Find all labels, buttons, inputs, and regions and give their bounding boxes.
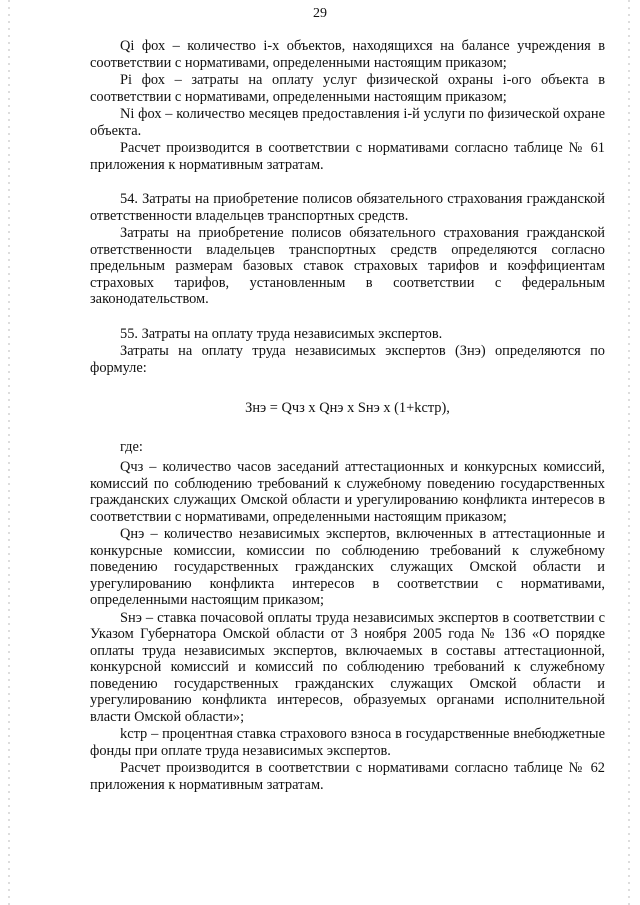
section-55-heading: 55. Затраты на оплату труда независимых экспертов. <box>120 325 443 342</box>
paragraph-calc-61: Расчет производится в соответствии с нормативами согласно таблице № 61 приложения к нормативным затратам. <box>90 140 605 173</box>
paragraph-s-ne: Sнэ – ставка почасовой оплаты труда независимых экспертов в соответствии с Указом Губернатора Омской области от 3 ноября 2005 года № 136 «О порядке оплаты труда независимых экспертов, включаемых в составы аттестационной, конкурсной комиссий и комиссий по соблюдению требований к служебному поведению государственных гражданских служащих Омской области и урегулированию конфликта интересов, образуемых органами исполнительной власти Омской области»; <box>90 609 605 725</box>
paragraph-n-fox: Ni фох – количество месяцев предоставления i-й услуги по физической охране объекта. <box>90 106 605 139</box>
paragraph-q-chz: Qчз – количество часов заседаний аттестационных и конкурсных комиссий, комиссий по соблюдению требований к служебному поведению государственных гражданских служащих Омской области и урегулированию конфликта интересов в соответствии с нормативами, определенными настоящим приказом; <box>90 459 605 525</box>
scan-edge-left <box>8 0 10 905</box>
section-54-heading: 54. Затраты на приобретение полисов обязательного страхования гражданской ответственности владельцев транспортных средств. <box>90 191 605 224</box>
scan-edge-right <box>628 0 630 905</box>
paragraph-calc-62: Расчет производится в соответствии с нормативами согласно таблице № 62 приложения к нормативным затратам. <box>90 760 605 793</box>
document-body <box>90 38 605 793</box>
page-number: 29 <box>313 6 327 21</box>
paragraph-k-str: kстр – процентная ставка страхового взноса в государственные внебюджетные фонды при оплате труда независимых экспертов. <box>90 726 605 759</box>
paragraph-formula-intro: Затраты на оплату труда независимых экспертов (Знэ) определяются по формуле: <box>90 343 605 376</box>
paragraph-q-ne: Qнэ – количество независимых экспертов, включенных в аттестационные и конкурсные комиссии, комиссии по соблюдению требований к служебному поведению государственных гражданских служащих Омской области и урегулированию конфликта интересов в соответствии с нормативами, определенными настоящим приказом; <box>90 526 605 608</box>
paragraph-where: где: <box>120 438 143 455</box>
paragraph-osago: Затраты на приобретение полисов обязательного страхования гражданской ответственности владельцев транспортных средств определяются согласно предельным размерам базовых ставок страховых тарифов и коэффициентам страховых тарифов, установленным в соответствии с федеральным законодательством. <box>90 225 605 307</box>
paragraph-q-fox: Qi фох – количество i-х объектов, находящихся на балансе учреждения в соответствии с нормативами, определенными настоящим приказом; <box>90 38 605 71</box>
formula: Знэ = Qчз х Qнэ х Sнэ х (1+kстр), <box>245 400 450 416</box>
paragraph-p-fox: Pi фох – затраты на оплату услуг физической охраны i-ого объекта в соответствии с нормативами, определенными настоящим приказом; <box>90 72 605 105</box>
